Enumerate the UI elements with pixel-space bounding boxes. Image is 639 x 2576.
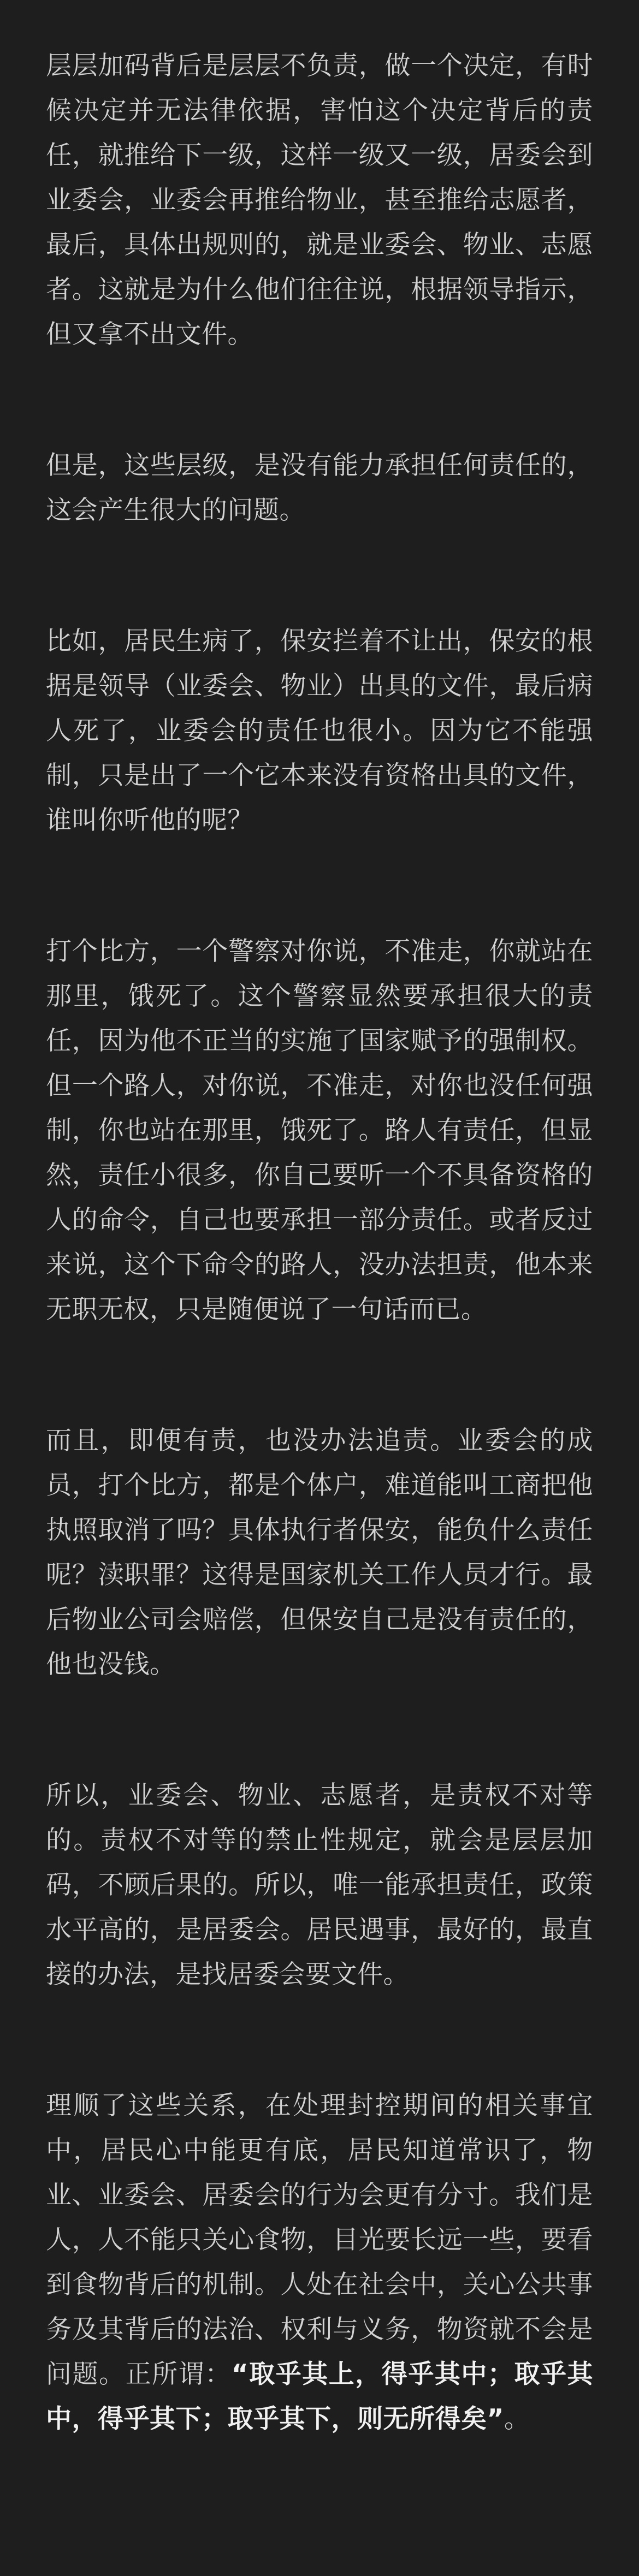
paragraph-4: 打个比方，一个警察对你说，不准走，你就站在那里，饿死了。这个警察显然要承担很大的责任，因为他不正当的实施了国家赋予的强制权。但一个路人，对你说，不准走，对你也没任何强制，你也站在那里，饿死了。路人有责任，但显然，责任小很多，你自己要听一个不具备资格的人的命令，自己也要承担一部分责任。或者反过来说，这个下命令的路人，没办法担责，他本来无职无权，只是随便说了一句话而已。 — [46, 936, 593, 1325]
paragraph-3: 比如，居民生病了，保安拦着不让出，保安的根据是领导（业委会、物业）出具的文件，最后病人死了，业委会的责任也很小。因为它不能强制，只是出了一个它本来没有资格出具的文件，谁叫你听他的呢？ — [46, 626, 593, 835]
paragraph-7-end: 。 — [504, 2404, 530, 2434]
paragraph-1: 层层加码背后是层层不负责，做一个决定，有时候决定并无法律依据，害怕这个决定背后的责任，就推给下一级，这样一级又一级，居委会到业委会，业委会再推给物业，甚至推给志愿者，最后，具体出规则的，就是业委会、物业、志愿者。这就是为什么他们往往说，根据领导指示，但又拿不出文件。 — [46, 51, 593, 349]
paragraph-5: 而且，即便有责，也没办法追责。业委会的成员，打个比方，都是个体户，难道能叫工商把他执照取消了吗？具体执行者保安，能负什么责任呢？渎职罪？这得是国家机关工作人员才行。最后物业公司会赔偿，但保安自己是没有责任的，他也没钱。 — [46, 1426, 593, 1679]
paragraph-6: 所以，业委会、物业、志愿者，是责权不对等的。责权不对等的禁止性规定，就会是层层加码，不顾后果的。所以，唯一能承担责任，政策水平高的，是居委会。居民遇事，最好的，最直接的办法，是找居委会要文件。 — [46, 1780, 593, 1990]
paragraph-2: 但是，这些层级，是没有能力承担任何责任的，这会产生很大的问题。 — [46, 450, 593, 525]
paragraph-7 — [46, 2084, 593, 2442]
paragraph-7-quote: “取乎其上，得乎其中；取乎其中，得乎其下；取乎其下，则无所得矣” — [46, 2359, 594, 2434]
paragraph-7-text: 理顺了这些关系，在处理封控期间的相关事宜中，居民心中能更有底，居民知道常识了，物业、业委会、居委会的行为会更有分寸。我们是人，人不能只关心食物，目光要长远一些，要看到食物背后的机制。人处在社会中，关心公共事务及其背后的法治、权利与义务，物资就不会是问题。正所谓： — [46, 2091, 593, 2389]
